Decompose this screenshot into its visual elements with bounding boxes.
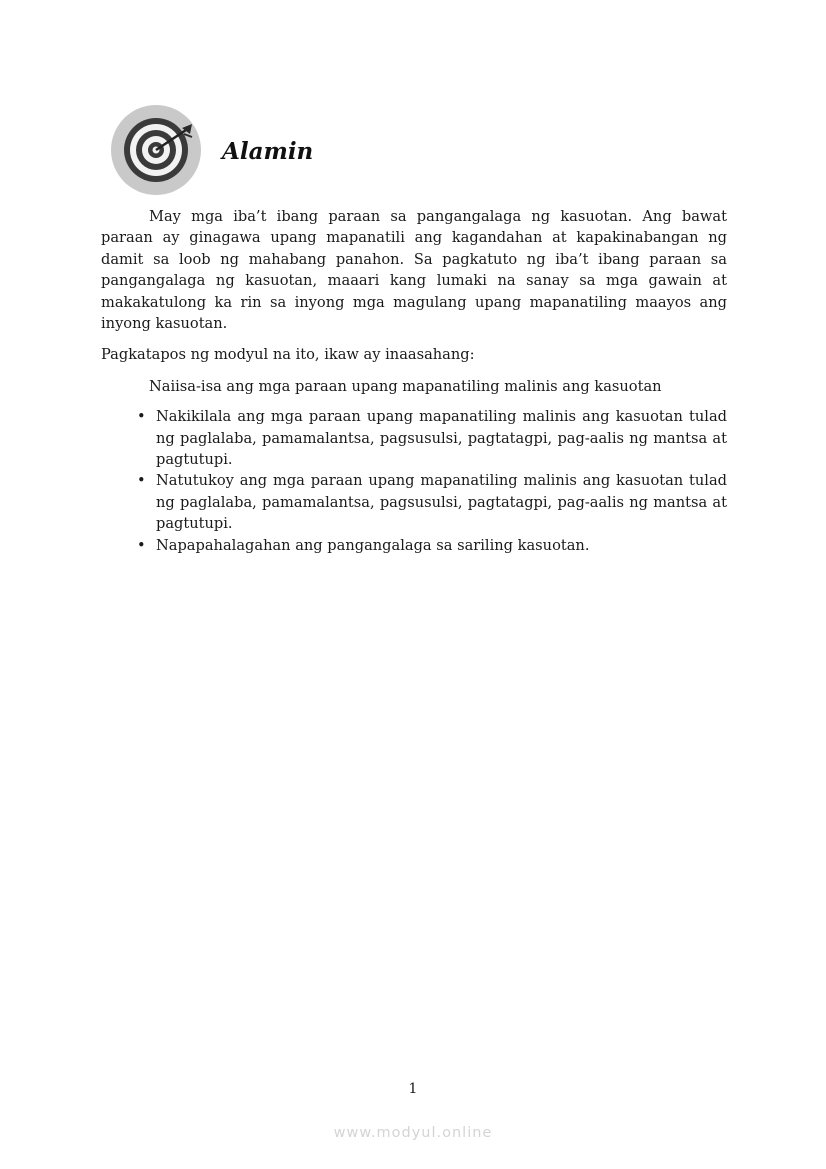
section-title: Alamin: [222, 137, 314, 165]
list-item: [101, 406, 727, 470]
section-header: [110, 104, 313, 196]
list-item-text: Natutukoy ang mga paraan upang mapanatiling malinis ang kasuotan tulad ng paglalaba, pamamalantsa, pagsusulsi, pagtatagpi, pag-aalis ng mantsa at pagtutupi.: [156, 472, 727, 533]
intro-paragraph: May mga iba’t ibang paraan sa pangangalaga ng kasuotan. Ang bawat paraan ay ginagawa upang mapanatili ang kagandahan at kapakinabangan ng damit sa loob ng mahabang panahon. Sa pagkatuto ng iba’t ibang paraan sa pangangalaga ng kasuotan, maaari kang lumaki na sanay sa mga gawain at makakatulong ka rin sa inyong mga magulang upang mapanatiling maayos ang inyong kasuotan.: [101, 208, 727, 333]
bullet-icon: •: [137, 408, 146, 426]
list-item-text: Nakikilala ang mga paraan upang mapanatiling malinis ang kasuotan tulad ng paglalaba, pamamalantsa, pagsusulsi, pagtatagpi, pag-aalis ng mantsa at pagtutupi.: [156, 408, 727, 469]
page-number: 1: [408, 1081, 418, 1097]
module-content: [101, 206, 727, 556]
bullet-icon: •: [137, 536, 146, 554]
watermark: www.modyul.online: [333, 1125, 493, 1141]
lead-text: Pagkatapos ng modyul na ito, ikaw ay inaasahang:: [101, 346, 475, 364]
bullet-icon: •: [137, 472, 146, 490]
list-item: [101, 470, 727, 534]
list-item: [101, 535, 727, 556]
target-icon: [110, 104, 202, 196]
objective-text: Naiisa-isa ang mga paraan upang mapanatiling malinis ang kasuotan: [149, 377, 662, 395]
objectives-list: [101, 406, 727, 556]
list-item-text: Napapahalagahan ang pangangalaga sa sariling kasuotan.: [156, 536, 590, 554]
